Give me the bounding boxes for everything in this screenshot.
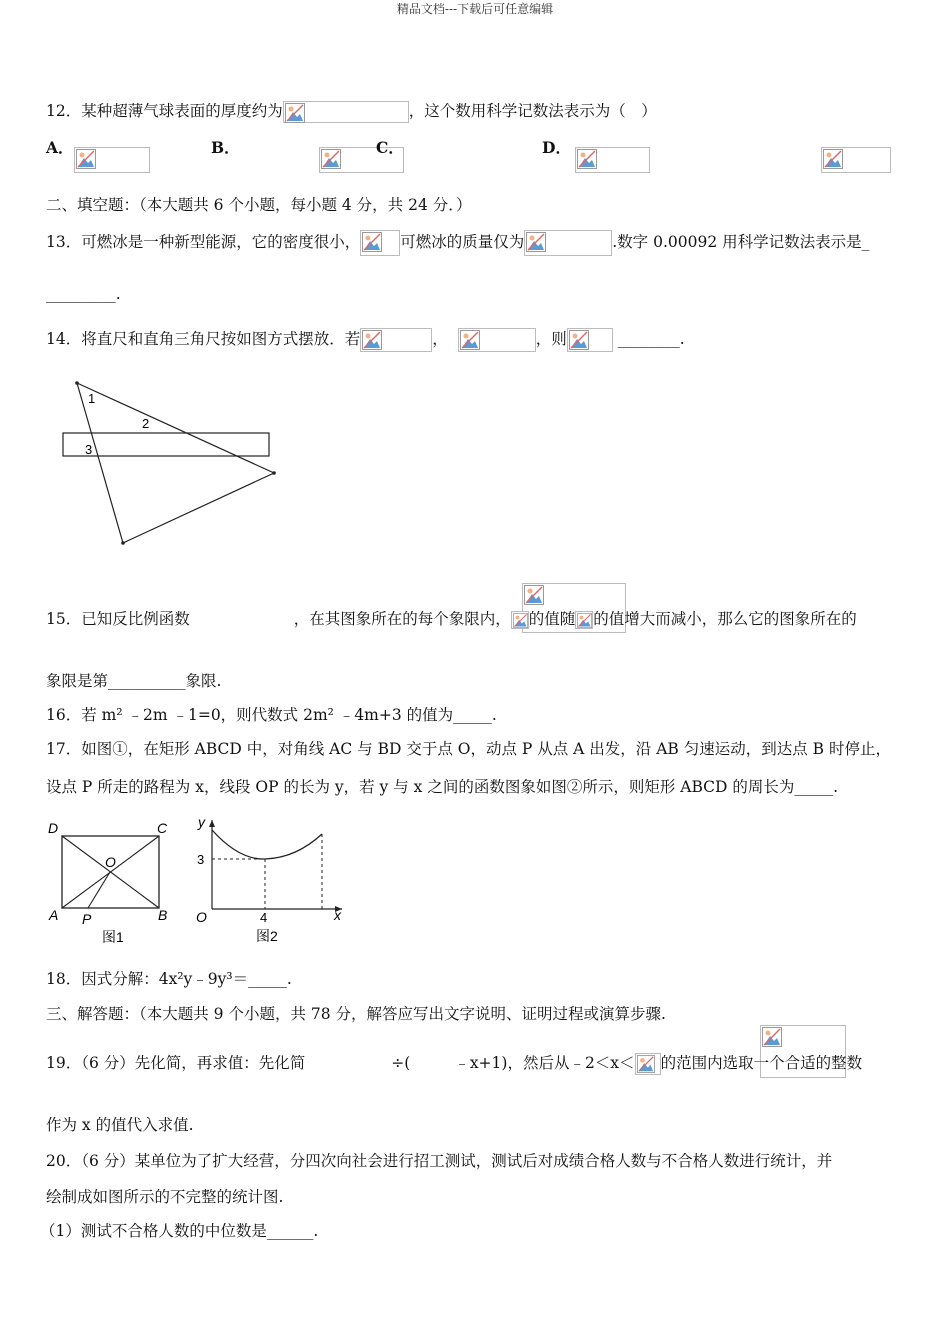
broken-image-icon bbox=[577, 149, 597, 169]
origin-label: O bbox=[196, 909, 207, 925]
angle-label-1: 1 bbox=[88, 391, 96, 406]
broken-image-icon bbox=[577, 613, 592, 628]
option-d-image bbox=[821, 147, 891, 173]
broken-image-icon bbox=[762, 1027, 782, 1047]
broken-image-icon bbox=[321, 149, 341, 169]
question-20-line-1: 20．（6 分）某单位为了扩大经营，分四次向社会进行招工测试，测试后对成绩合格人数与不合格人数进行统计，并 bbox=[46, 1152, 833, 1170]
angle-label-2: 2 bbox=[142, 416, 150, 431]
question-16: 16．若 m² ﹣2m ﹣1=0，则代数式 2m² ﹣4m+3 的值为_____. bbox=[46, 706, 497, 724]
tick-label-3: 3 bbox=[197, 852, 205, 867]
broken-image-icon bbox=[637, 1055, 655, 1073]
label-c: C bbox=[157, 820, 168, 836]
broken-image-icon bbox=[513, 613, 528, 628]
option-c-image bbox=[575, 147, 650, 173]
q13-answer-blank: _________. bbox=[46, 285, 121, 303]
label-d: D bbox=[48, 820, 59, 836]
axis-label-y: y bbox=[198, 814, 205, 830]
question-15: 15．已知反比例函数 ，在其图象所在的每个象限内， 的值随 的值增大而减小，那么它的图象所在的 bbox=[46, 610, 857, 628]
axis-label-x: x bbox=[334, 907, 341, 923]
q12-option-b: B． bbox=[211, 138, 240, 157]
q19-continuation: 作为 x 的值代入求值. bbox=[46, 1116, 194, 1134]
question-20-line-2: 绘制成如图所示的不完整的统计图. bbox=[46, 1188, 284, 1206]
ruler bbox=[63, 433, 269, 456]
tick-label-4: 4 bbox=[260, 910, 268, 925]
q15-continuation: 象限是第__________象限. bbox=[46, 672, 222, 690]
broken-image-icon bbox=[76, 149, 96, 169]
label-b: B bbox=[158, 907, 168, 923]
figure-2-caption: 图2 bbox=[256, 928, 278, 944]
question-13: 13．可燃冰是一种新型能源，它的密度很小， 可燃冰的质量仅为 .数字 0.00092 用科学记数法表示是_ bbox=[46, 230, 869, 256]
question-17-line-2: 设点 P 所走的路程为 x，线段 OP 的长为 y，若 y 与 x 之间的函数图象如图②所示，则矩形 ABCD 的周长为_____. bbox=[46, 778, 839, 796]
variable-y-image bbox=[511, 611, 529, 629]
angle-label-3: 3 bbox=[85, 442, 93, 457]
triangle bbox=[77, 383, 274, 543]
formula-image bbox=[458, 328, 536, 352]
q12-option-d: D． bbox=[542, 138, 571, 157]
section-2-heading: 二、填空题：（本大题共 6 个小题，每小题 4 分，共 24 分．） bbox=[46, 196, 472, 214]
sqrt-image bbox=[635, 1053, 661, 1075]
label-a: A bbox=[49, 907, 59, 923]
question-17-line-1: 17．如图①，在矩形 ABCD 中，对角线 AC 与 BD 交于点 O，动点 P 从点 A 出发，沿 AB 匀速运动，到达点 B 时停止， bbox=[46, 740, 891, 758]
label-p: P bbox=[82, 911, 92, 927]
broken-image-icon bbox=[362, 232, 382, 252]
broken-image-icon bbox=[569, 330, 589, 350]
broken-image-icon bbox=[362, 330, 382, 350]
function-curve bbox=[212, 830, 322, 859]
question-14: 14．将直尺和直角三角尺按如图方式摆放．若 ， ，则 ________. bbox=[46, 328, 685, 352]
section-3-heading: 三、解答题：（本大题共 9 个小题，共 78 分，解答应写出文字说明、证明过程或演算步骤. bbox=[46, 1005, 666, 1023]
broken-image-icon bbox=[526, 232, 546, 252]
broken-image-icon bbox=[524, 585, 544, 605]
broken-image-icon bbox=[823, 149, 843, 169]
formula-image bbox=[360, 230, 400, 256]
figure-1-caption: 图1 bbox=[102, 929, 124, 945]
option-a-image bbox=[74, 147, 150, 173]
formula-image bbox=[567, 328, 613, 352]
q12-option-a: A． bbox=[46, 138, 74, 157]
page-header: 精品文档---下载后可任意编辑 bbox=[396, 2, 554, 16]
broken-image-icon bbox=[285, 103, 305, 123]
function-graph-figure-2 bbox=[192, 814, 348, 948]
question-19: 19．（6 分）先化简，再求值：先化简 ÷( ﹣x+1)，然后从﹣2＜x＜ 的范围内选取一个合适的整数 bbox=[46, 1052, 862, 1075]
variable-x-image bbox=[575, 611, 593, 629]
formula-image bbox=[524, 230, 612, 256]
q12-option-c: C． bbox=[376, 138, 404, 157]
label-o: O bbox=[105, 854, 116, 870]
ruler-triangle-figure bbox=[55, 375, 285, 550]
rectangle-figure-1 bbox=[44, 816, 179, 948]
question-18: 18．因式分解：4x²y﹣9y³＝_____. bbox=[46, 970, 292, 988]
formula-image bbox=[283, 101, 409, 123]
formula-image bbox=[360, 328, 432, 352]
question-12: 12．某种超薄气球表面的厚度约为 ，这个数用科学记数法表示为（ ） bbox=[46, 100, 657, 123]
question-20-part-1: （1）测试不合格人数的中位数是______. bbox=[40, 1222, 319, 1240]
broken-image-icon bbox=[460, 330, 480, 350]
